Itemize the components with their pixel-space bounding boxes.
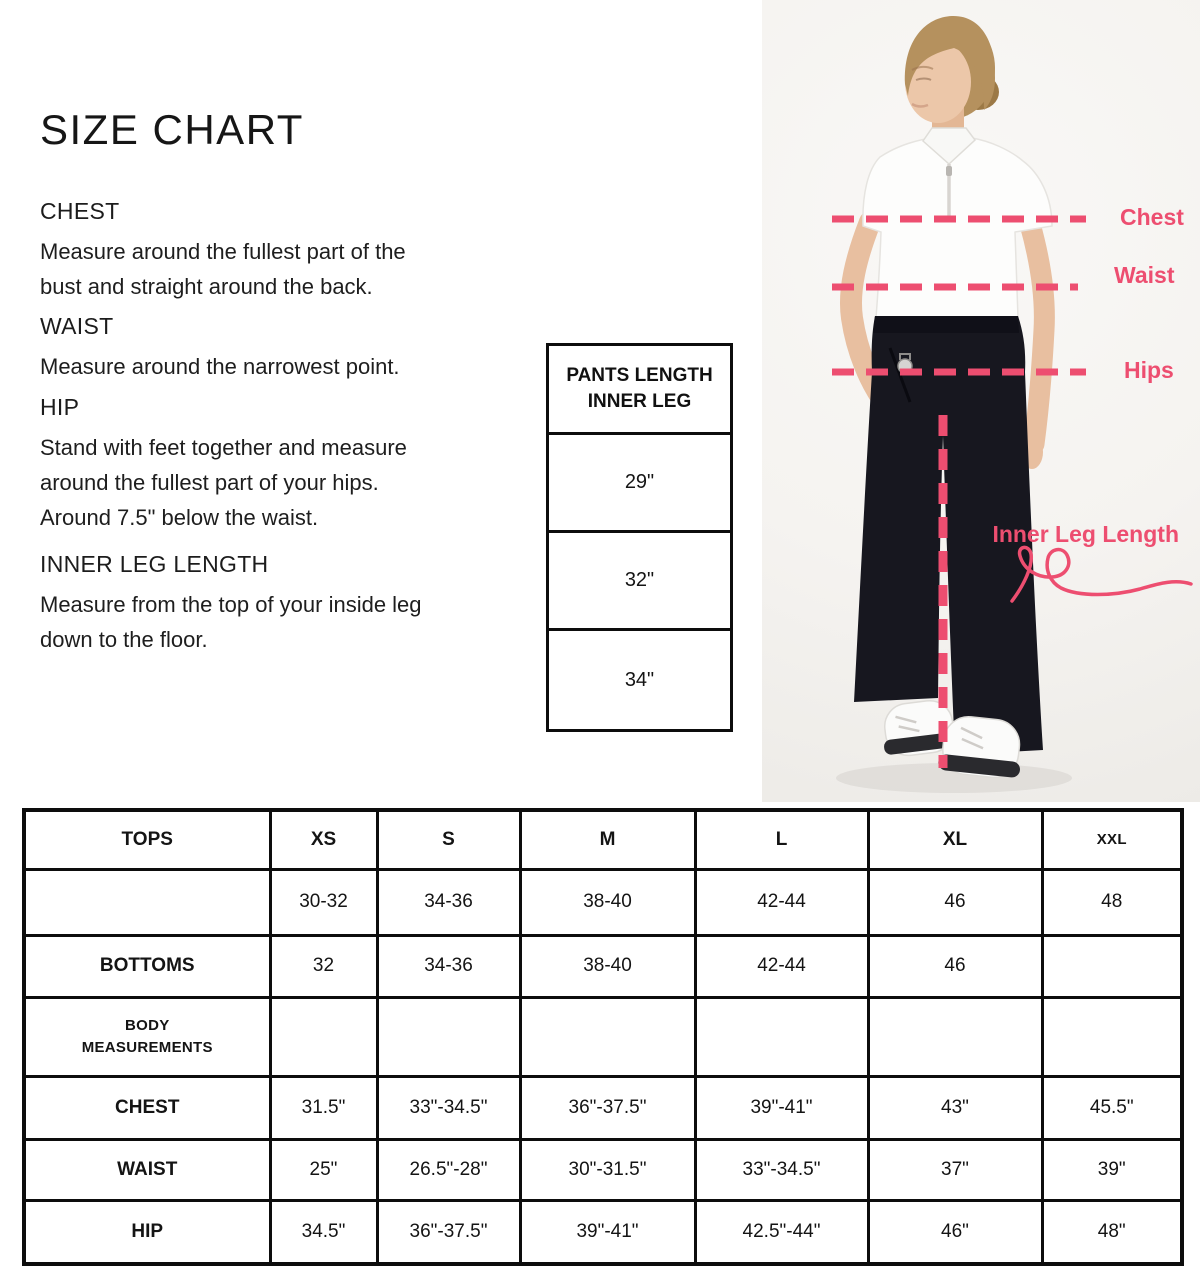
row-label-cell [24, 869, 270, 935]
size-cell: 37" [868, 1139, 1042, 1200]
column-header-xxl: XXL [1042, 810, 1182, 869]
size-table-row-waist [24, 1139, 1182, 1200]
page-title: SIZE CHART [40, 106, 304, 153]
right-arm [1030, 224, 1044, 444]
inner-leg-line-label: Inner Leg Length [992, 521, 1179, 547]
size-cell [520, 997, 695, 1076]
zipper-pull [946, 166, 952, 176]
row-label-hip: HIP [24, 1200, 270, 1264]
size-cell: 33"-34.5" [695, 1139, 868, 1200]
size-table-row-body-measurements [24, 997, 1182, 1076]
size-table-row-bottoms [24, 935, 1182, 997]
pants-length-header-line1: PANTS LENGTH [566, 365, 713, 386]
size-cell [868, 997, 1042, 1076]
size-table-row-chest [24, 1076, 1182, 1139]
size-cell [270, 997, 377, 1076]
pants-length-row: 34" [624, 668, 655, 691]
size-cell [1042, 997, 1182, 1076]
size-cell: 36"-37.5" [520, 1076, 695, 1139]
guide-section-inner-leg [40, 551, 452, 657]
size-cell: 39"-41" [520, 1200, 695, 1264]
hips-line-label: Hips [1124, 357, 1174, 383]
row-label-text: BODY MEASUREMENTS [81, 1016, 213, 1056]
size-cell: 48 [1042, 869, 1182, 935]
size-cell [1042, 935, 1182, 997]
row-label-bottoms: BOTTOMS [24, 935, 270, 997]
row-label-waist: WAIST [24, 1139, 270, 1200]
size-cell: 39"-41" [695, 1076, 868, 1139]
model-figure-illustration [762, 0, 1200, 802]
size-cell: 46 [868, 869, 1042, 935]
column-header-tops: TOPS [24, 810, 270, 869]
column-header-xs: XS [270, 810, 377, 869]
size-cell: 39" [1042, 1139, 1182, 1200]
size-cell: 46 [868, 935, 1042, 997]
size-cell: 45.5" [1042, 1076, 1182, 1139]
pants-length-header-line2: INNER LEG [587, 391, 692, 412]
waist-line-label: Waist [1114, 262, 1175, 288]
pants-length-table [546, 343, 733, 732]
size-cell: 42-44 [695, 869, 868, 935]
pants-length-row: 29" [549, 435, 730, 533]
size-cell: 38-40 [520, 869, 695, 935]
guide-body-inner-leg: Measure from the top of your inside leg down to the floor. [40, 592, 422, 652]
size-cell: 32 [270, 935, 377, 997]
size-cell: 42.5"-44" [695, 1200, 868, 1264]
size-table-row-hip [24, 1200, 1182, 1264]
guide-heading-waist: WAIST [40, 313, 114, 339]
column-header-xl: XL [868, 810, 1042, 869]
guide-section-hip [40, 394, 452, 535]
size-cell: 38-40 [520, 935, 695, 997]
model-photo-panel [762, 0, 1200, 802]
size-cell: 36"-37.5" [377, 1200, 520, 1264]
size-cell: 42-44 [695, 935, 868, 997]
chest-line-label: Chest [1120, 204, 1184, 230]
guide-heading-inner-leg: INNER LEG LENGTH [40, 551, 269, 577]
size-table-row-tops-values [24, 869, 1182, 935]
size-cell [377, 997, 520, 1076]
row-label-body-measurements [24, 997, 270, 1076]
guide-body-hip: Stand with feet together and measure around the fullest part of your hips. Around 7.5" below the waist. [40, 435, 407, 530]
size-cell: 30-32 [270, 869, 377, 935]
guide-body-waist: Measure around the narrowest point. [40, 354, 400, 379]
size-cell: 34-36 [377, 869, 520, 935]
size-cell: 34-36 [377, 935, 520, 997]
column-header-l: L [695, 810, 868, 869]
heart-squiggle-icon [1012, 547, 1191, 601]
guide-heading-hip: HIP [40, 394, 80, 420]
size-cell [695, 997, 868, 1076]
row-label-chest: CHEST [24, 1076, 270, 1139]
size-cell: 25" [270, 1139, 377, 1200]
column-header-m: M [520, 810, 695, 869]
guide-body-chest: Measure around the fullest part of the bust and straight around the back. [40, 239, 406, 299]
guide-heading-chest: CHEST [40, 198, 120, 224]
pants-length-row: 32" [549, 533, 730, 631]
guide-section-chest [40, 198, 452, 304]
size-cell: 30"-31.5" [520, 1139, 695, 1200]
size-cell: 26.5"-28" [377, 1139, 520, 1200]
size-cell: 48" [1042, 1200, 1182, 1264]
size-table [22, 808, 1184, 1266]
polo-shirt [863, 138, 1052, 318]
size-cell: 43" [868, 1076, 1042, 1139]
pants-waistband [873, 316, 1019, 333]
guide-section-waist [40, 313, 452, 384]
size-cell: 34.5" [270, 1200, 377, 1264]
size-cell: 46" [868, 1200, 1042, 1264]
size-cell: 31.5" [270, 1076, 377, 1139]
size-table-header-row [24, 810, 1182, 869]
size-cell: 33"-34.5" [377, 1076, 520, 1139]
column-header-s: S [377, 810, 520, 869]
pants-length-table-header [549, 346, 730, 435]
